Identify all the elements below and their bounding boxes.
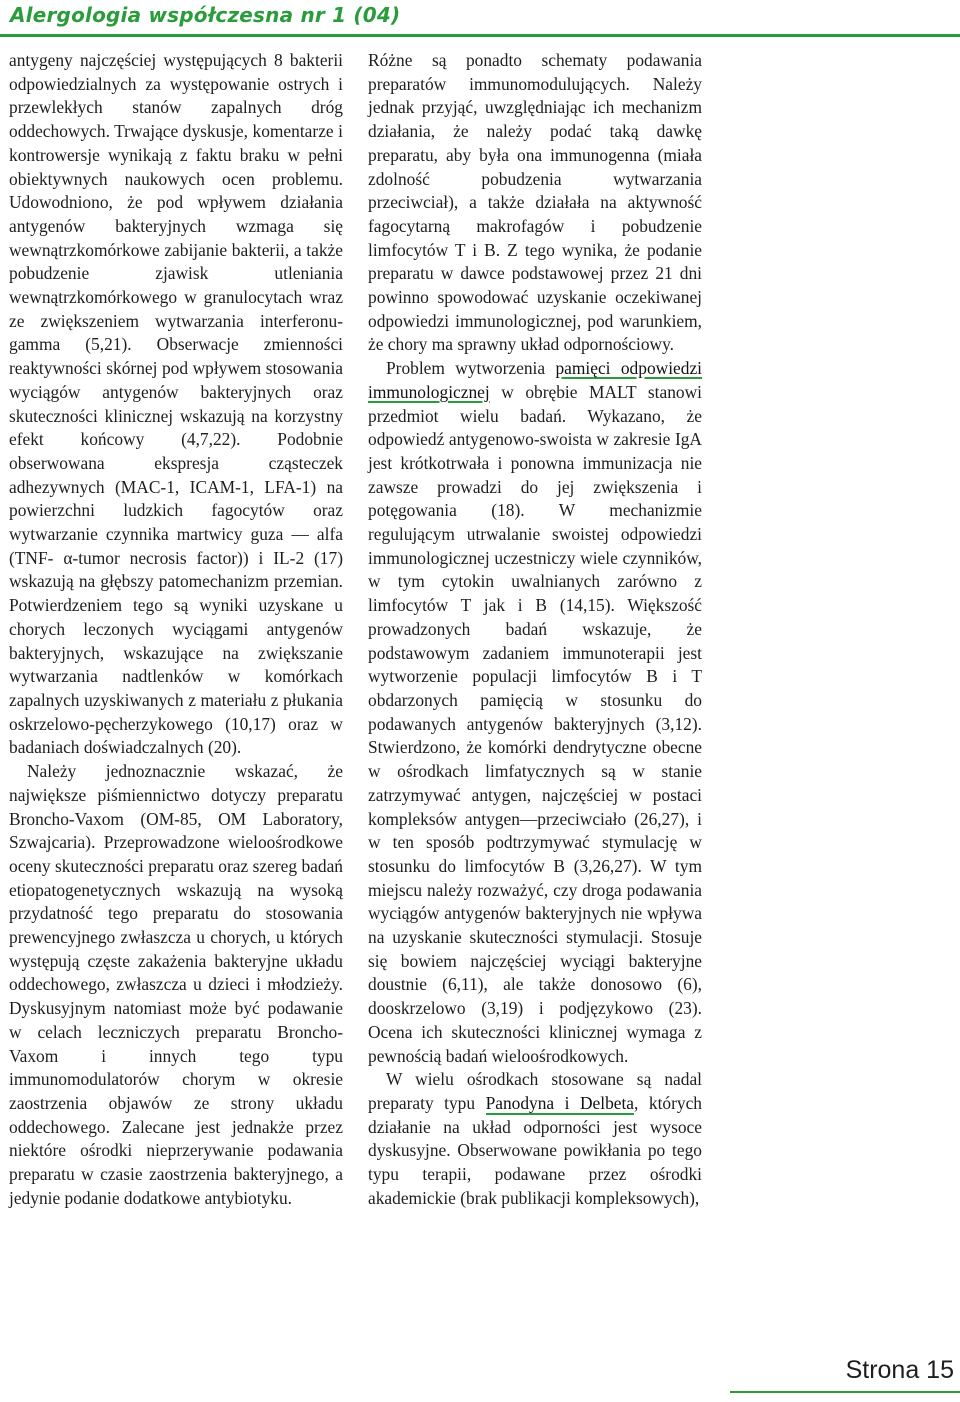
right-paragraph-2 — [368, 357, 702, 1068]
journal-title: Alergologia współczesna nr 1 (04) — [10, 3, 401, 27]
highlighted-term-panodyna: Panodyna i Delbeta — [485, 1092, 635, 1113]
right-paragraph-3 — [368, 1068, 702, 1210]
paragraph-2-rest: w obrębie MALT stanowi przedmiot wielu badań. Wykazano, że odpowiedź antygenowo-swoista w zakresie IgA jest krótkotrwała i ponowna immunizacja nie zawsze prowadzi do jej zwiększenia i potęgowania (18). W mechanizmie regulującym utrwalanie swoistej odpowiedzi immunologicznej uczestniczy wiele czynników, w tym cytokin uwalnianych zarówno z limfocytów T jak i B (14,15). Większość prowadzonych badań wskazuje, że podstawowym zadaniem immunoterapii jest wytworzenie populacji limfocytów B i T obdarzonych pamięcią w stosunku do podawanych antygenów bakteryjnych (3,12). Stwierdzono, że komórki dendrytyczne obecne w ośrodkach limfatycznych są w stanie zatrzymywać antygen, najczęściej w postaci kompleksów antygen—przeciwciało (26,27), i w ten sposób podtrzymywać stymulację w stosunku do limfocytów B (3,26,27). W tym miejscu należy rozważyć, czy droga podawania wyciągów antygenów bakteryjnych nie wpływa na uzyskanie skuteczności stymulacji. Stosuje się bowiem najczęściej wyciągi bakteryjne doustnie (6,11), ale także donosowo (6), dooskrzelowo (3,19) i podjęzykowo (23). Ocena ich skuteczności klinicznej wymaga z pewnością badań wieloośrodkowych. — [368, 381, 702, 1066]
right-paragraph-1: Różne są ponadto schematy podawania preparatów immunomodulujących. Należy jednak przyjąć, uwzględniając ich mechanizm działania, że należy podać taką dawkę preparatu, aby była ona immunogenna (miała zdolność pobudzenia wytwarzania przeciwciał), a także działała na aktywność fagocytarną makrofagów i pobudzenie limfocytów T i B. Z tego wynika, że podanie preparatu w dawce podstawowej przez 21 dni powinno spowodować uzyskanie oczekiwanej odpowiedzi immunologicznej, pod warunkiem, że chory ma sprawny układ odpornościowy. — [368, 50, 702, 355]
left-paragraph-2: Należy jednoznacznie wskazać, że największe piśmiennictwo dotyczy preparatu Broncho-Vaxom (OM-85, OM Laboratory, Szwajcaria). Przeprowadzone wieloośrodkowe oceny skuteczności preparatu oraz szereg badań etiopatogenetycznych wskazują na wysoką przydatność tego preparatu do stosowania prewencyjnego zwłaszcza u chorych, u których występują częste zakażenia bakteryjne układu oddechowego, zwłaszcza u dzieci i młodzieży. Dyskusyjnym natomiast może być podawanie w celach leczniczych preparatu Broncho-Vaxom i innych tego typu immunomodulatorów chorym w okresie zaostrzenia objawów ze strony układu oddechowego. Zalecane jest jednakże przez niektóre ośrodki nieprzerywanie podawania preparatu w czasie zaostrzenia bakteryjnego, a jedynie podanie dodatkowe antybiotyku. — [9, 761, 343, 1208]
paragraph-3-rest: , których działanie na układ odporności jest wysoce dyskusyjne. Obserwowane powikłania po tego typu terapii, podawane przez ośrodki akademickie (brak publikacji kompleksowych), — [368, 1092, 702, 1208]
paragraph-2-lead: Problem wytworzenia — [386, 358, 546, 379]
left-column — [9, 49, 343, 1210]
header-rule — [0, 34, 960, 37]
journal-header — [0, 0, 960, 30]
right-column — [368, 49, 702, 1210]
highlighted-term-memory: pamięci odpowiedzi immunologicznej — [368, 358, 703, 402]
page-number: Strona 15 — [845, 1356, 954, 1384]
footer-rule — [730, 1391, 960, 1393]
left-paragraph-1: antygeny najczęściej występujących 8 bakterii odpowiedzialnych za występowanie ostrych i przewlekłych stanów zapalnych dróg oddechowych. Trwające dyskusje, komentarze i kontrowersje wynikają z faktu braku w pełni obiektywnych naukowych ocen problemu. Udowodniono, że pod wpływem działania antygenów bakteryjnych wzmaga się wewnątrzkomórkowe zabijanie bakterii, a także pobudzenie zjawisk utleniania wewnątrzkomórkowego w granulocytach wraz ze zwiększeniem wytwarzania interferonu-gamma (5,21). Obserwacje zmienności reaktywności skórnej pod wpływem stosowania wyciągów antygenów bakteryjnych oraz skuteczności klinicznej wskazują na korzystny efekt końcowy (4,7,22). Podobnie obserwowana ekspresja cząsteczek adhezywnych (MAC-1, ICAM-1, LFA-1) na powierzchni ludzkich fagocytów oraz wytwarzanie czynnika martwicy guza — alfa (TNF- α-tumor necrosis factor)) i IL-2 (17) wskazują na głębszy patomechanizm przemian. Potwierdzeniem tego są wyniki uzyskane u chorych leczonych wyciągami antygenów bakteryjnych, wskazujące na zwiększanie wytwarzania nadtlenków w komórkach zapalnych uzyskiwanych z materiału z płukania oskrzelowo-pęcherzykowego (10,17) oraz w badaniach doświadczalnych (20). — [9, 50, 343, 758]
paragraph-3-lead: W wielu ośrodkach stosowane są nadal preparaty typu — [368, 1069, 702, 1113]
